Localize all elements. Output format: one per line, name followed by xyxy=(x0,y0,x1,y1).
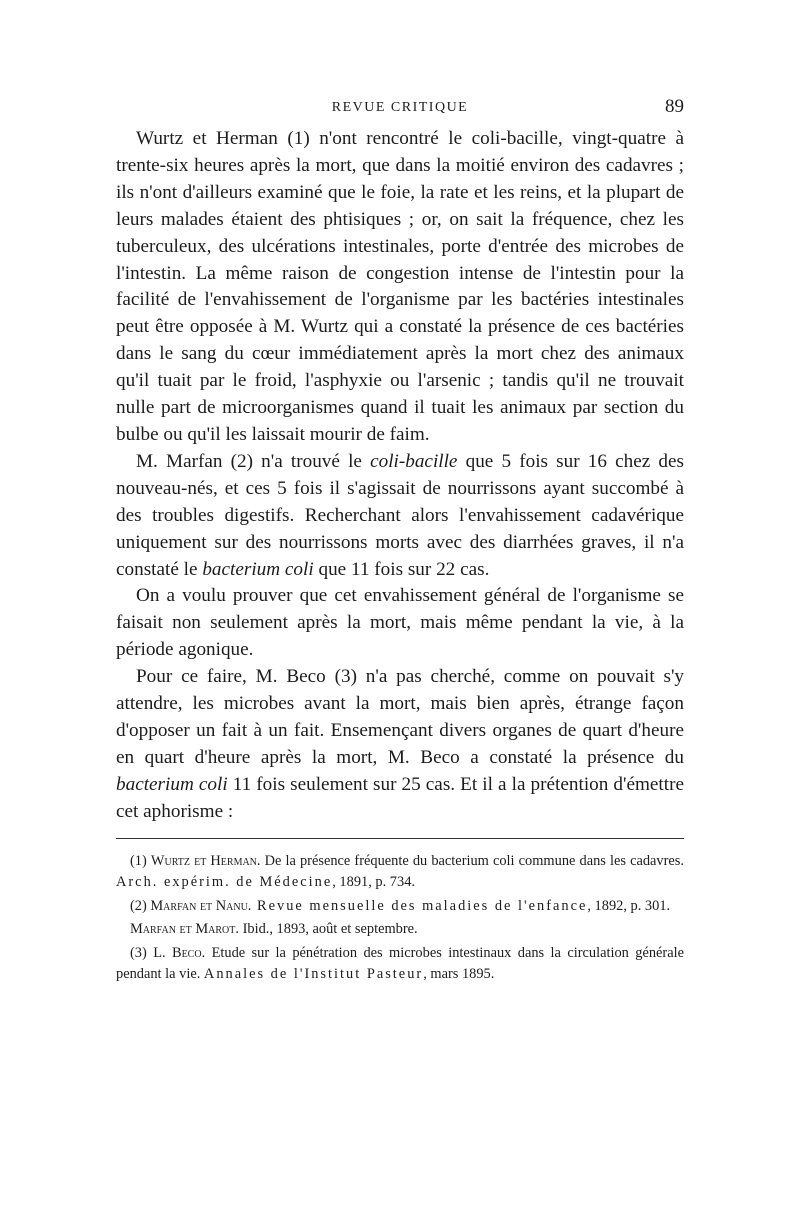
footnote-2 xyxy=(116,896,684,918)
footnote-3 xyxy=(116,943,684,986)
page xyxy=(116,96,684,988)
body-text xyxy=(116,126,684,826)
footnotes xyxy=(116,851,684,986)
footnote-1-journal: Arch. expérim. de Médecine xyxy=(116,874,333,891)
paragraph-1: Wurtz et Herman (1) n'ont rencontré le coli-bacille, vingt-quatre à trente-six heures après la mort, que dans la moitié environ des cadavres ; ils n'ont d'ailleurs examiné que le foie, la rate et les reins, et la plupart de leurs malades étaient des phtisiques ; or, on sait la fréquence, chez les tuberculeux, des ulcérations intestinales, porte d'entrée des microbes de l'intestin. La même raison de congestion intense de l'intestin pour la facilité de l'envahissement de l'organisme par les bactéries intestinales peut être opposée à M. Wurtz qui a constaté la présence de ces bactéries dans le sang du cœur immédiatement après la mort chez des animaux qu'il tuait par le froid, l'asphyxie ou l'arsenic ; tandis qu'il ne trouvait nulle part de microorganismes quand il tuait les animaux par section du bulbe ou qu'il les laissait mourir de faim. xyxy=(116,128,684,445)
paragraph-2-part-b: que 5 fois sur 16 chez des nouveau-nés, et ces 5 fois il s'agissait de nourrissons ayant succombé à des troubles digestifs. Recherchant alors l'envahissement cadavérique uniquement sur des nourrissons morts avec des diarrhées graves, il n'a constaté le xyxy=(116,450,684,580)
running-title: REVUE CRITIQUE xyxy=(331,100,469,115)
footnote-3-title: Etude sur la pénétration des microbes intestinaux dans la circulation générale pendant la vie. xyxy=(116,944,684,983)
page-header xyxy=(116,96,684,120)
paragraph-2-part-a: M. Marfan (2) n'a trouvé le xyxy=(136,450,371,472)
paragraph-4-part-b: 11 fois seulement sur 25 cas. Et il a la prétention d'émettre cet aphorisme : xyxy=(116,773,684,822)
paragraph-2 xyxy=(116,449,684,584)
footnote-2-author: Marfan et Nanu. xyxy=(150,897,252,914)
footnote-2b-text: Ibid., 1893, août et septembre. xyxy=(238,921,418,938)
footnote-1-title: De la présence fréquente du bacterium coli commune dans les cadavres. xyxy=(260,852,684,869)
paragraph-4-italic: bacterium coli xyxy=(116,773,228,795)
footnote-2b xyxy=(116,919,684,941)
paragraph-3: On a voulu prouver que cet envahissement général de l'organisme se faisait non seulement après la mort, mais même pendant la vie, à la période agonique. xyxy=(116,585,684,661)
footnote-1 xyxy=(116,851,684,894)
footnote-3-end: , mars 1895. xyxy=(423,966,495,983)
footnote-2-end: , 1892, p. 301. xyxy=(587,897,671,914)
footnote-3-mark: (3) xyxy=(130,944,154,961)
footnote-2-journal: Revue mensuelle des maladies de l'enfance xyxy=(251,897,588,914)
paragraph-2-italic-1: coli-bacille xyxy=(370,450,458,472)
paragraph-4 xyxy=(116,664,684,825)
footnote-3-author: L. Beco. xyxy=(153,944,206,961)
paragraph-2-italic-2: bacterium coli xyxy=(202,558,314,580)
footnote-2-mark: (2) xyxy=(130,897,151,914)
paragraph-4-part-a: Pour ce faire, M. Beco (3) n'a pas cherché, comme on pouvait s'y attendre, les microbes avant la mort, mais bien après, étrange façon d'opposer un fait à un fait. Ensemençant divers organes de quart d'heure en quart d'heure après la mort, M. Beco a constaté la présence du xyxy=(116,666,684,768)
footnote-1-author: Wurtz et Herman. xyxy=(150,852,261,869)
paragraph-2-part-c: que 11 fois sur 22 cas. xyxy=(313,558,490,580)
footnote-2b-author: Marfan et Marot. xyxy=(130,921,239,938)
footnote-3-journal: Annales de l'Institut Pasteur xyxy=(203,966,424,983)
footnote-separator xyxy=(116,838,684,839)
page-number: 89 xyxy=(665,96,684,117)
footnote-1-mark: (1) xyxy=(130,852,151,869)
footnote-1-end: , 1891, p. 734. xyxy=(332,874,415,891)
